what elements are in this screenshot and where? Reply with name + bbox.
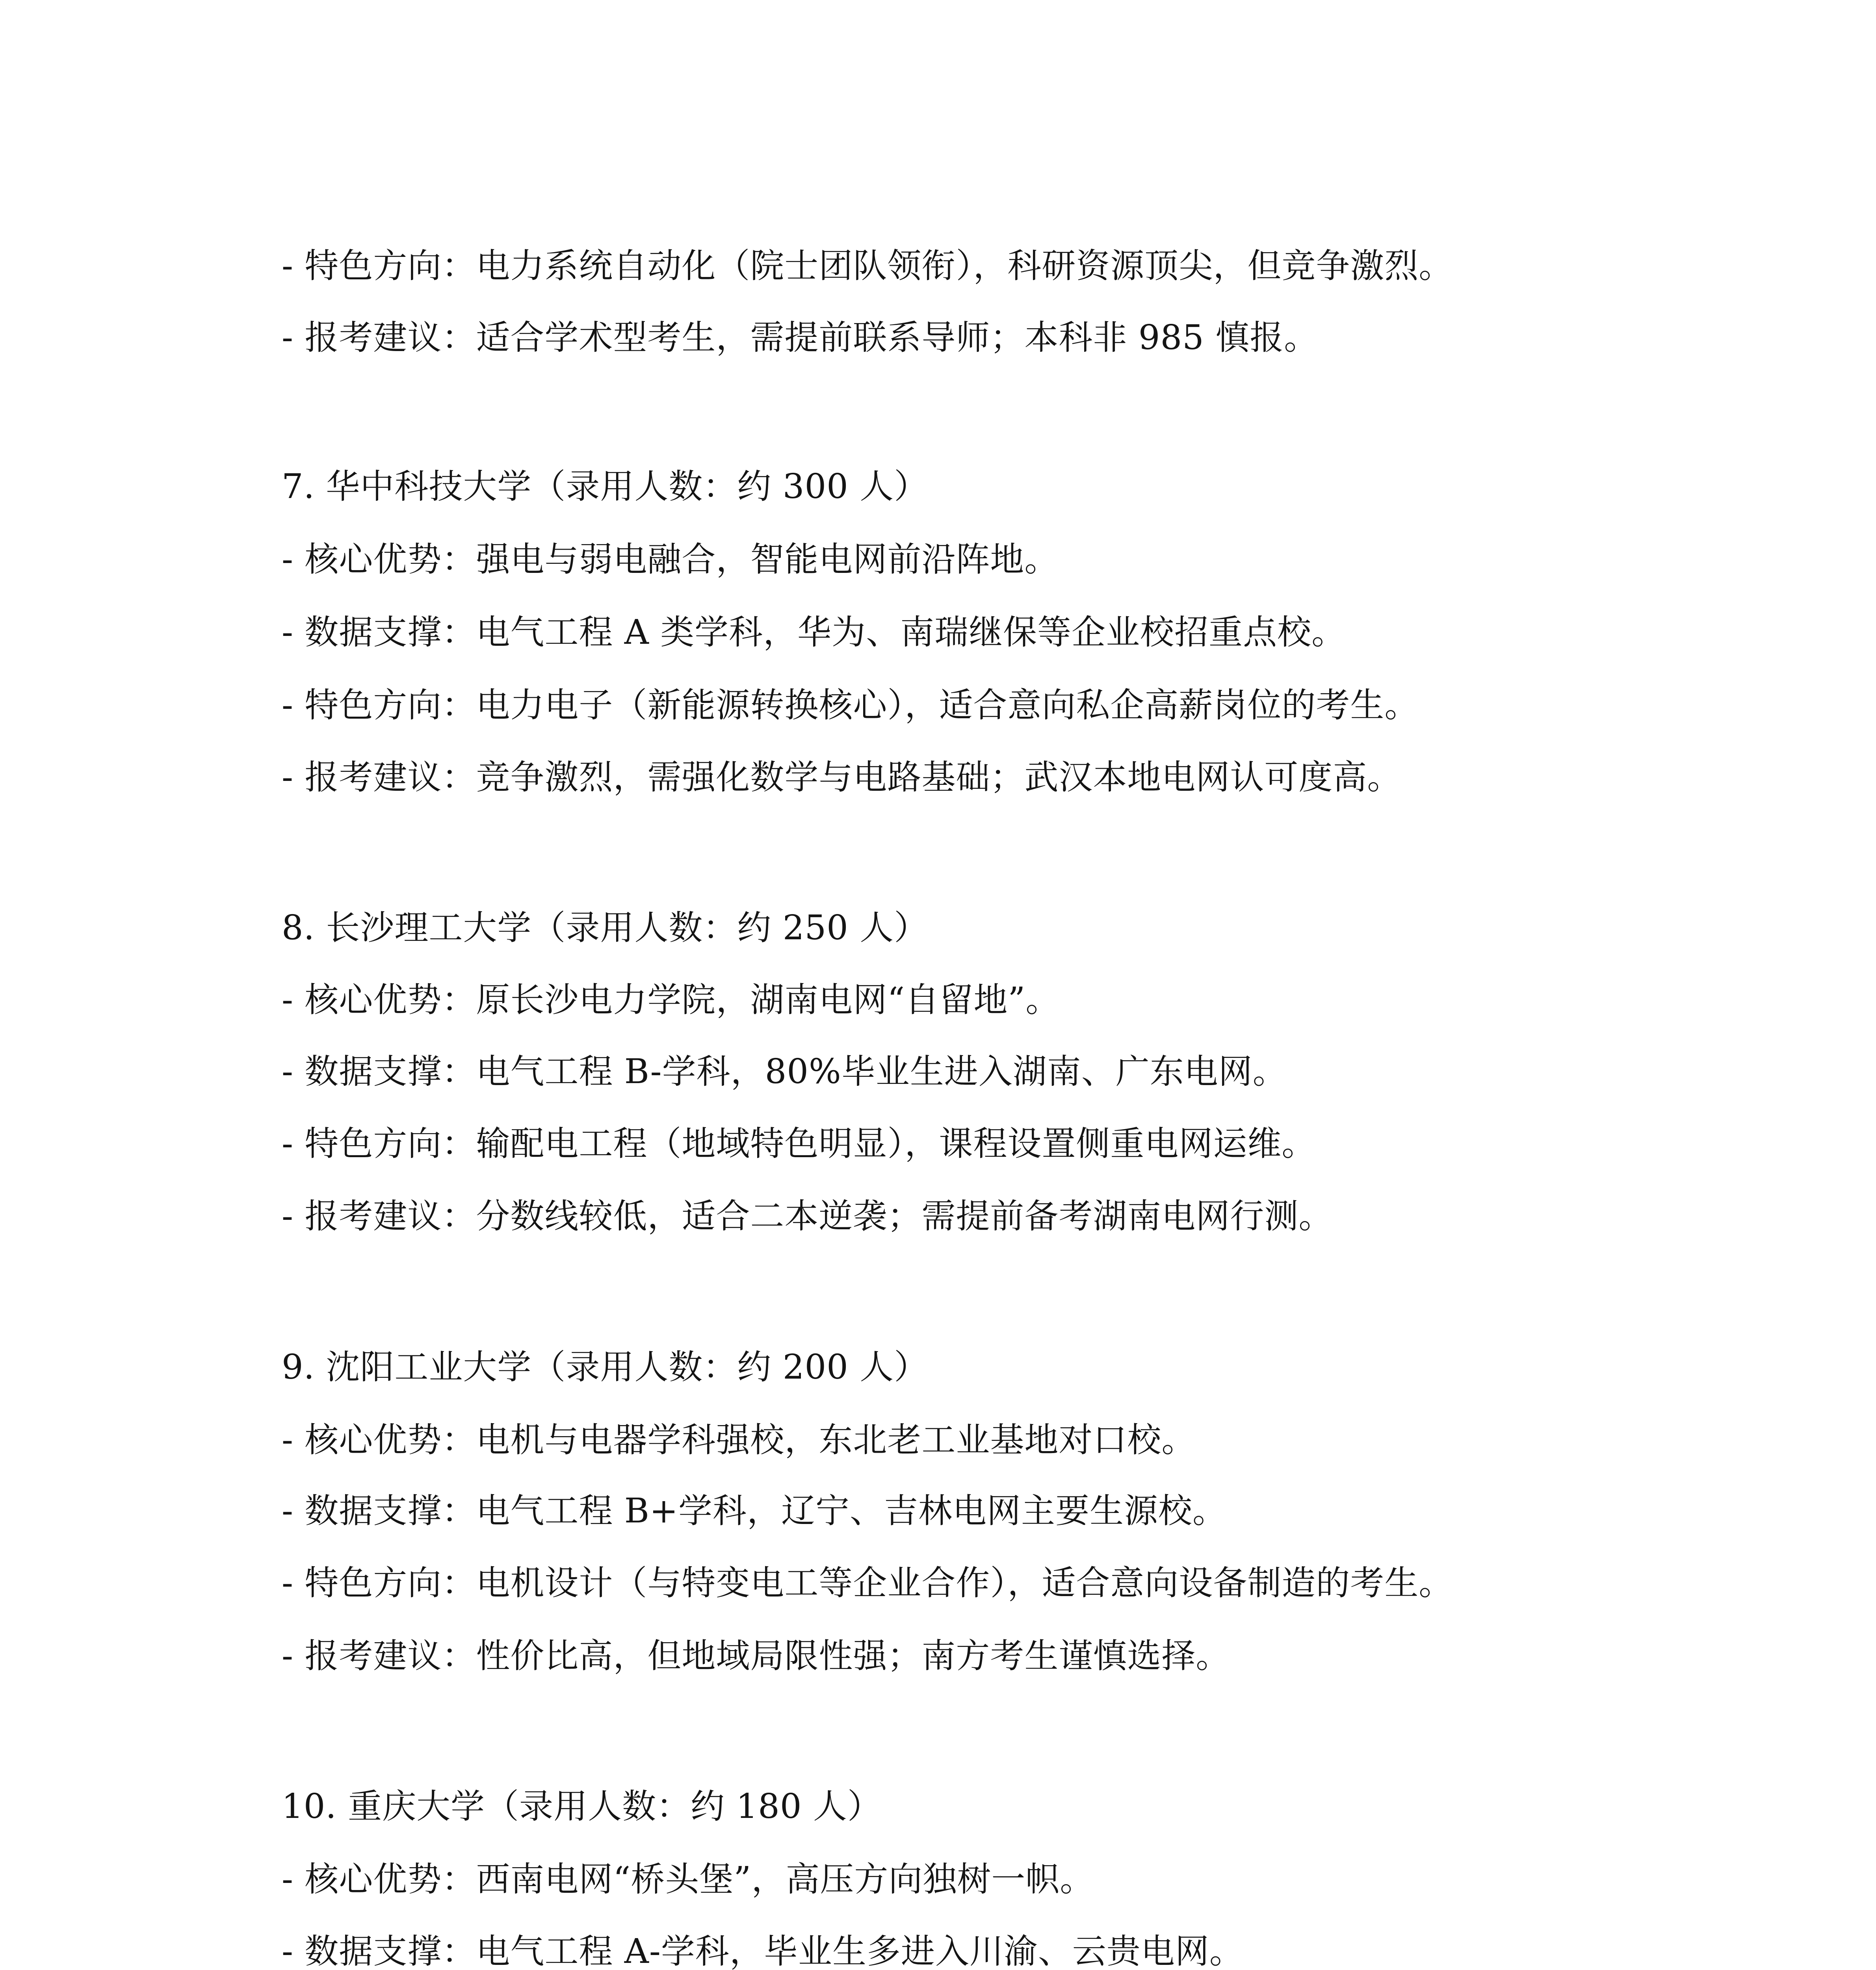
text-line-core-advantage-9: - 核心优势：电机与电器学科强校，东北老工业基地对口校。 <box>282 1420 1196 1460</box>
section-heading-school-9: 9. 沈阳工业大学（录用人数：约 200 人） <box>282 1347 929 1387</box>
text-line-core-advantage-8: - 核心优势：原长沙电力学院，湖南电网“自留地”。 <box>282 980 1060 1020</box>
text-line-feature-direction-8: - 特色方向：输配电工程（地域特色明显），课程设置侧重电网运维。 <box>282 1124 1316 1163</box>
text-line-feature-direction-6: - 特色方向：电力系统自动化（院士团队领衔），科研资源顶尖，但竞争激烈。 <box>282 246 1453 286</box>
text-line-feature-direction-7: - 特色方向：电力电子（新能源转换核心），适合意向私企高薪岗位的考生。 <box>282 686 1419 725</box>
text-line-feature-direction-9: - 特色方向：电机设计（与特变电工等企业合作），适合意向设备制造的考生。 <box>282 1563 1453 1603</box>
section-heading-school-10: 10. 重庆大学（录用人数：约 180 人） <box>282 1787 882 1826</box>
section-heading-school-7: 7. 华中科技大学（录用人数：约 300 人） <box>282 467 929 506</box>
text-line-advice-9: - 报考建议：性价比高，但地域局限性强；南方考生谨慎选择。 <box>282 1636 1230 1676</box>
text-line-advice-7: - 报考建议：竞争激烈，需强化数学与电路基础；武汉本地电网认可度高。 <box>282 758 1402 797</box>
text-line-core-advantage-10: - 核心优势：西南电网“桥头堡”，高压方向独树一帜。 <box>282 1860 1094 1899</box>
text-line-core-advantage-7: - 核心优势：强电与弱电融合，智能电网前沿阵地。 <box>282 540 1059 579</box>
text-line-advice-6: - 报考建议：适合学术型考生，需提前联系导师；本科非 985 慎报。 <box>282 318 1319 357</box>
text-line-data-support-8: - 数据支撑：电气工程 B-学科，80%毕业生进入湖南、广东电网。 <box>282 1052 1287 1091</box>
text-line-data-support-9: - 数据支撑：电气工程 B+学科，辽宁、吉林电网主要生源校。 <box>282 1491 1227 1531</box>
text-line-data-support-10: - 数据支撑：电气工程 A-学科，毕业生多进入川渝、云贵电网。 <box>282 1932 1244 1970</box>
text-line-advice-8: - 报考建议：分数线较低，适合二本逆袭；需提前备考湖南电网行测。 <box>282 1197 1333 1236</box>
section-heading-school-8: 8. 长沙理工大学（录用人数：约 250 人） <box>282 908 929 948</box>
text-line-data-support-7: - 数据支撑：电气工程 A 类学科，华为、南瑞继保等企业校招重点校。 <box>282 613 1346 652</box>
